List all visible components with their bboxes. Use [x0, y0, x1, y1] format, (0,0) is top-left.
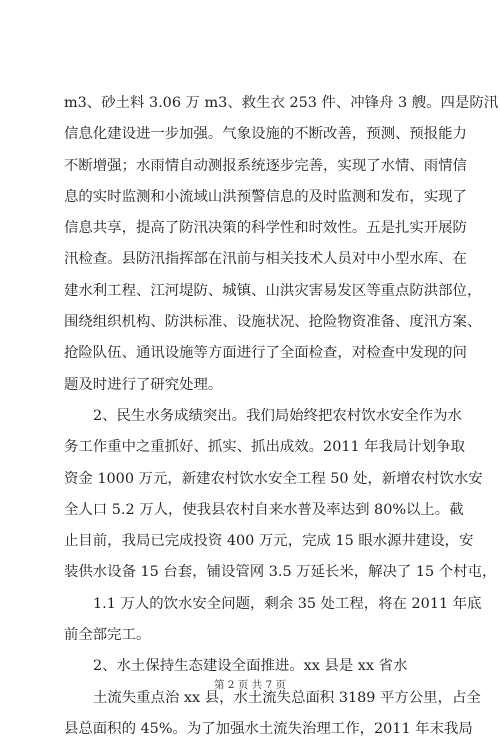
text-line: m3、砂土料 3.06 万 m3、救生衣 253 件、冲锋舟 3 艘。四是防汛 [64, 95, 499, 111]
text-line: 不断增强；水雨情自动测报系统逐步完善，实现了水情、雨情信 [64, 157, 467, 174]
paragraph-first-line: 2、民生水务成绩突出。我们局始终把农村饮水安全作为水 [93, 407, 462, 424]
paragraph-first-line: 2、水土保持生态建设全面推进。xx 县是 xx 省水 [93, 658, 408, 675]
text-line: 务工作重中之重抓好、抓实、抓出成效。2011 年我局计划争取 [64, 439, 465, 456]
text-line: 建水利工程、江河堤防、城镇、山洪灾害易发区等重点防洪部位， [64, 282, 482, 299]
paragraph-first-line: 土流失重点治 xx 县，水土流失总面积 3189 平方公里，占全 [93, 689, 481, 706]
text-line: 装供水设备 15 台套，铺设管网 3.5 万延长米，解决了 15 个村屯， [64, 564, 497, 581]
paragraph-first-line: 1.1 万人的饮水安全问题，剩余 35 处工程，将在 2011 年底 [93, 595, 482, 612]
text-line: 止目前，我局已完成投资 400 万元，完成 15 眼水源井建设，安 [64, 533, 474, 550]
text-line: 信息共享，提高了防汛决策的科学性和时效性。五是扎实开展防 [64, 220, 467, 237]
text-line: 抢险队伍、通讯设施等方面进行了全面检查，对检查中发现的问 [64, 345, 467, 362]
page-number-footer: 第 2 页 共 7 页 [213, 679, 287, 691]
text-line: 资金 1000 万元，新建农村饮水安全工程 50 处，新增农村饮水安 [64, 470, 483, 487]
text-line: 汛检查。县防汛指挥部在汛前与相关技术人员对中小型水库、在 [64, 251, 467, 268]
text-line: 题及时进行了研究处理。 [64, 376, 223, 393]
text-line: 前全部完工。 [64, 627, 151, 644]
text-line: 围绕组织机构、防洪标准、设施状况、抢险物资准备、度汛方案、 [64, 314, 482, 331]
text-line: 全人口 5.2 万人，使我县农村自来水普及率达到 80%以上。截 [64, 501, 464, 518]
text-line: 信息化建设进一步加强。气象设施的不断改善，预测、预报能力 [64, 126, 467, 143]
text-line: 县总面积的 45%。为了加强水土流失治理工作，2011 年末我局 [64, 720, 473, 737]
body-text [64, 88, 499, 745]
text-line: 息的实时监测和小流域山洪预警信息的及时监测和发布，实现了 [64, 188, 467, 205]
